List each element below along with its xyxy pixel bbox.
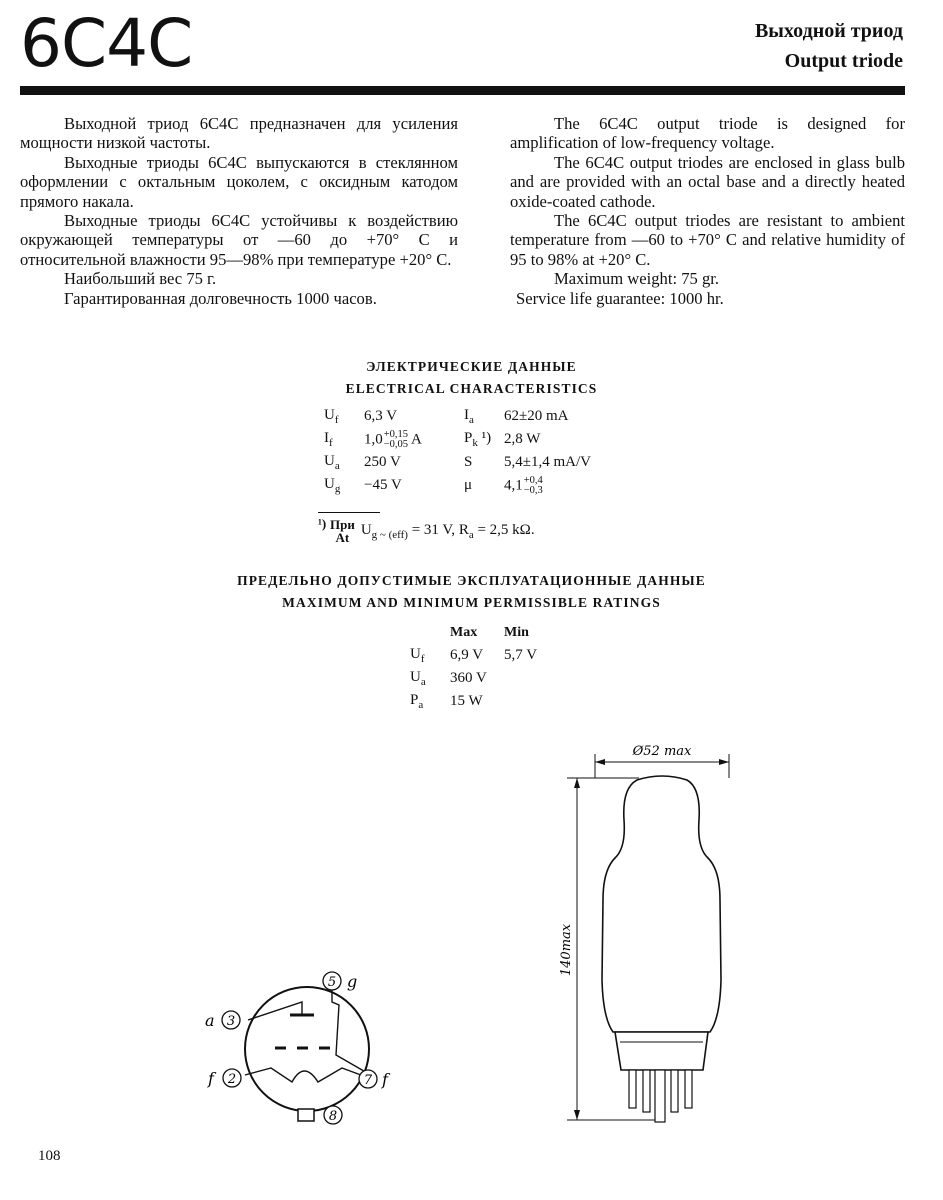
- desc-en-paragraph: The 6C4C output triodes are resistant to ambient temperature from —60 to +70° C and relative humidity of 95 to 98% at +20° C.: [510, 211, 905, 269]
- table-row: [324, 451, 597, 474]
- param-value: 62±20 mA: [504, 408, 569, 424]
- ratings-title-en: MAXIMUM AND MINIMUM PERMISSIBLE RATINGS: [282, 595, 661, 610]
- electrical-title-ru: ЭЛЕКТРИЧЕСКИЕ ДАННЫЕ: [366, 359, 577, 374]
- desc-ru-paragraph: Выходной триод 6С4С предназначен для усиления мощности низкой частоты.: [20, 114, 458, 153]
- glass-bulb: [602, 776, 721, 1032]
- param-value: 2,8 W: [504, 431, 541, 447]
- param-symbol: $P_a$: [410, 692, 424, 711]
- description-en: [510, 114, 905, 308]
- tube-outline-drawing: [555, 730, 760, 1130]
- param-symbol: $I_a$: [464, 407, 474, 426]
- table-row: [324, 474, 597, 497]
- title-ru: Выходной триод: [754, 20, 903, 42]
- param-symbol: $U_a$: [410, 669, 426, 688]
- column-header-max: Max: [450, 624, 478, 640]
- param-value: 1,0 +0,15 −0,05 A: [364, 428, 422, 450]
- pin-5-number: 5: [327, 975, 337, 990]
- param-symbol: $U_f$: [410, 646, 425, 665]
- param-min: 5,7 V: [504, 647, 538, 663]
- pin-7-label: f: [382, 1070, 388, 1089]
- pin-3-label: a: [205, 1011, 215, 1030]
- pin-2-label: f: [208, 1069, 214, 1088]
- description-ru: [20, 114, 458, 308]
- base-key: [298, 1109, 314, 1121]
- ratings-title-ru: ПРЕДЕЛЬНО ДОПУСТИМЫЕ ЭКСПЛУАТАЦИОННЫЕ ДАННЫЕ: [237, 573, 706, 588]
- param-symbol: $U_g$: [324, 476, 341, 495]
- desc-en-paragraph: The 6C4C output triode is designed for amplification of low-frequency voltage.: [510, 114, 905, 153]
- desc-ru-paragraph: Выходные триоды 6С4С устойчивы к воздействию окружающей температуры от —60 до +70° С и относительной влажности 95—98% при температуре +20° С.: [20, 211, 458, 269]
- pin-8-number: 8: [328, 1109, 338, 1124]
- base-pin: [671, 1070, 678, 1112]
- column-header-min: Min: [504, 624, 529, 640]
- pinout-diagram: [196, 960, 416, 1130]
- diameter-label: Ø52 max: [632, 744, 692, 759]
- anode-lead: [248, 1002, 302, 1020]
- title-en: Output triode: [784, 50, 903, 72]
- base-pin: [643, 1070, 650, 1112]
- param-value: 250 V: [364, 454, 401, 470]
- pin-2-number: 2: [227, 1072, 237, 1087]
- ratings-table: [410, 621, 543, 713]
- param-max: 360 V: [450, 670, 487, 686]
- base-pin: [685, 1070, 692, 1108]
- grid-lead: [332, 988, 369, 1074]
- footnote-rule: [318, 512, 380, 513]
- filament: [245, 1068, 369, 1082]
- table-row: [410, 667, 543, 690]
- octal-base: [615, 1032, 708, 1070]
- desc-ru-paragraph: Гарантированная долговечность 1000 часов.: [64, 288, 377, 308]
- param-symbol: $P_k$ ¹): [464, 430, 492, 449]
- pin-3-number: 3: [226, 1014, 236, 1029]
- base-pin: [629, 1070, 636, 1108]
- desc-en-paragraph: Service life guarantee: 1000 hr.: [516, 288, 724, 308]
- desc-en-paragraph: Maximum weight: 75 gr.: [554, 269, 720, 289]
- param-symbol: $I_f$: [324, 430, 333, 449]
- header-subtitle: [755, 16, 903, 76]
- param-symbol: $U_a$: [324, 453, 340, 472]
- table-row: [410, 621, 543, 644]
- electrical-title-en: ELECTRICAL CHARACTERISTICS: [345, 381, 598, 396]
- footnote-label: При At: [329, 516, 355, 545]
- page-number: 108: [38, 1148, 61, 1164]
- electrical-table: [324, 405, 597, 497]
- table-row: [324, 405, 597, 428]
- header-rule: [20, 86, 905, 95]
- table-row: [410, 644, 543, 667]
- param-value: 6,3 V: [364, 408, 398, 424]
- desc-ru-paragraph: Выходные триоды 6С4С выпускаются в стеклянном оформлении с октальным цоколем, с оксидным катодом прямого накала.: [20, 152, 458, 211]
- param-value: −45 V: [364, 477, 402, 493]
- table-row: [324, 428, 597, 451]
- tube-type-title: 6C4C: [20, 5, 193, 82]
- desc-ru-paragraph: Наибольший вес 75 г.: [64, 269, 217, 289]
- param-max: 15 W: [450, 693, 483, 709]
- height-label: 140max: [559, 923, 574, 977]
- param-value: 5,4±1,4 mA/V: [504, 454, 591, 470]
- desc-en-paragraph: The 6C4C output triodes are enclosed in glass bulb and are provided with an octal base and a directly heated oxide-coated cathode.: [510, 152, 905, 211]
- param-symbol: $U_f$: [324, 407, 339, 426]
- param-max: 6,9 V: [450, 647, 484, 663]
- footnote: ¹) При At $U_{g \sim (eff)} = 31$ V, $R_a = 2,5$ kΩ.: [318, 516, 535, 545]
- param-symbol: S: [464, 454, 473, 470]
- key-post: [655, 1070, 665, 1122]
- pin-7-number: 7: [363, 1073, 373, 1088]
- param-symbol: μ: [464, 477, 473, 493]
- pin-5-label: g: [347, 972, 358, 991]
- table-row: [410, 690, 543, 713]
- param-value: 4,1 +0,4 −0,3: [504, 474, 543, 496]
